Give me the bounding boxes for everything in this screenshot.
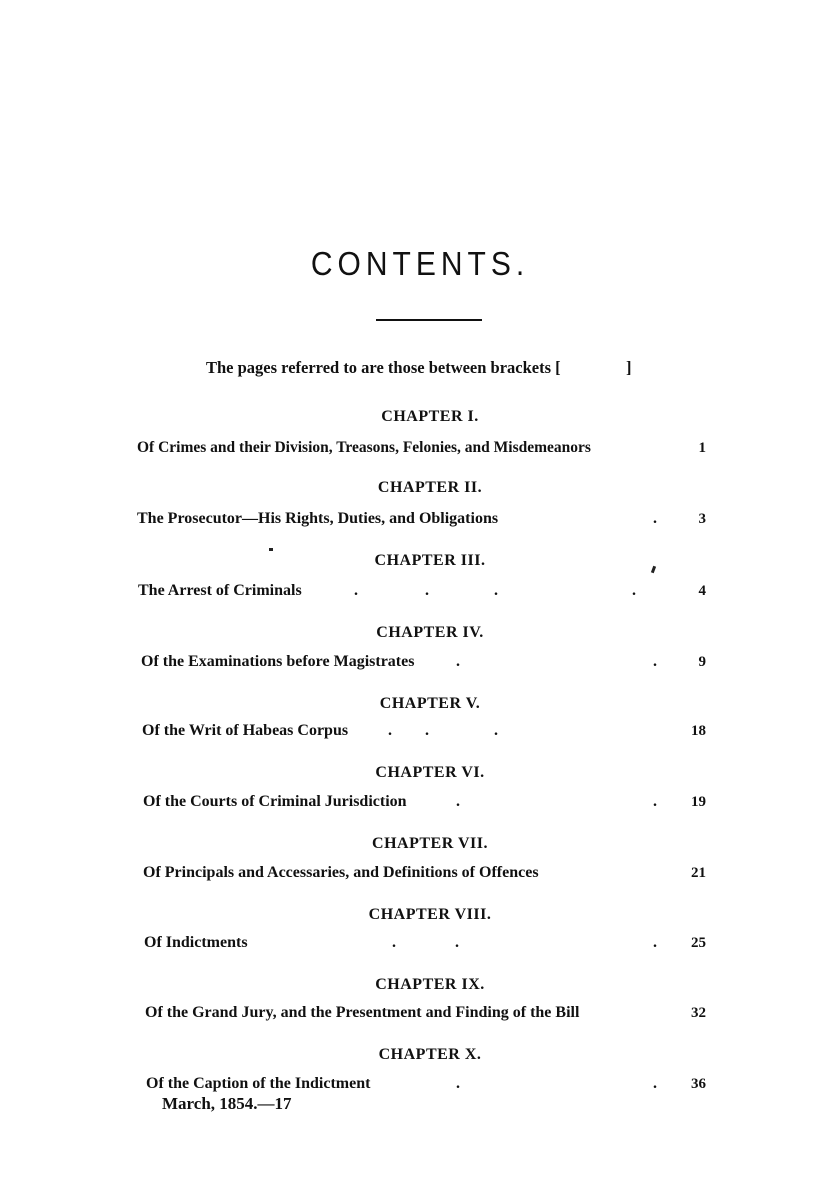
- chapter-page-6: 19: [691, 794, 706, 810]
- chapter-heading-4: CHAPTER IV.: [376, 624, 484, 641]
- chapter-entry-6: Of the Courts of Criminal Jurisdiction: [143, 793, 407, 810]
- chapter-heading-1: CHAPTER I.: [381, 408, 479, 425]
- leader-dot: .: [653, 653, 657, 670]
- chapter-page-3: 4: [698, 583, 706, 599]
- chapter-heading-3: CHAPTER III.: [374, 552, 486, 569]
- chapter-page-10: 36: [691, 1076, 706, 1092]
- leader-dot: .: [354, 582, 358, 599]
- leader-dot: .: [456, 793, 460, 810]
- leader-dot: .: [494, 582, 498, 599]
- chapter-page-2: 3: [698, 511, 706, 527]
- chapter-entry-3: The Arrest of Criminals: [138, 582, 302, 599]
- signature-mark: March, 1854.—17: [162, 1094, 292, 1113]
- chapter-heading-6: CHAPTER VI.: [375, 764, 485, 781]
- chapter-heading-5: CHAPTER V.: [379, 695, 481, 712]
- chapter-heading-2: CHAPTER II.: [377, 479, 483, 496]
- leader-dot: .: [425, 722, 429, 739]
- title-rule: [376, 319, 482, 321]
- chapter-entry-8: Of Indictments: [144, 934, 248, 951]
- chapter-entry-5: Of the Writ of Habeas Corpus: [142, 722, 349, 739]
- chapter-heading-7: CHAPTER VII.: [372, 835, 488, 852]
- bracket-note: The pages referred to are those between brackets [: [206, 358, 561, 377]
- page-title: CONTENTS.: [310, 245, 530, 283]
- leader-dot: .: [425, 582, 429, 599]
- chapter-heading-10: CHAPTER X.: [378, 1046, 482, 1063]
- chapter-entry-4: Of the Examinations before Magistrates: [141, 653, 415, 670]
- leader-dot: .: [392, 934, 396, 951]
- chapter-page-5: 18: [691, 723, 706, 739]
- chapter-entry-9: Of the Grand Jury, and the Presentment and Finding of the Bill: [145, 1004, 580, 1021]
- leader-dot: .: [632, 582, 636, 599]
- ink-speck: [269, 548, 273, 551]
- chapter-entry-1: Of Crimes and their Division, Treasons, Felonies, and Misdemeanors: [137, 439, 591, 456]
- chapter-entry-2: The Prosecutor—His Rights, Duties, and Obligations: [137, 510, 499, 527]
- leader-dot: .: [456, 653, 460, 670]
- leader-dot: .: [494, 722, 498, 739]
- leader-dot: .: [456, 1075, 460, 1092]
- chapter-entry-10: Of the Caption of the Indictment: [146, 1075, 371, 1092]
- chapter-page-8: 25: [691, 935, 706, 951]
- chapter-entry-7: Of Principals and Accessaries, and Definitions of Offences: [143, 864, 539, 881]
- leader-dot: .: [653, 510, 657, 527]
- leader-dot: .: [653, 793, 657, 810]
- chapter-heading-8: CHAPTER VIII.: [368, 906, 492, 923]
- leader-dot: .: [653, 934, 657, 951]
- chapter-page-4: 9: [698, 654, 706, 670]
- chapter-page-1: 1: [698, 440, 706, 456]
- bracket-note-close: ]: [626, 358, 632, 377]
- leader-dot: .: [388, 722, 392, 739]
- chapter-page-7: 21: [691, 865, 706, 881]
- chapter-heading-9: CHAPTER IX.: [375, 976, 485, 993]
- leader-dot: .: [653, 1075, 657, 1092]
- chapter-page-9: 32: [691, 1005, 706, 1021]
- leader-dot: .: [455, 934, 459, 951]
